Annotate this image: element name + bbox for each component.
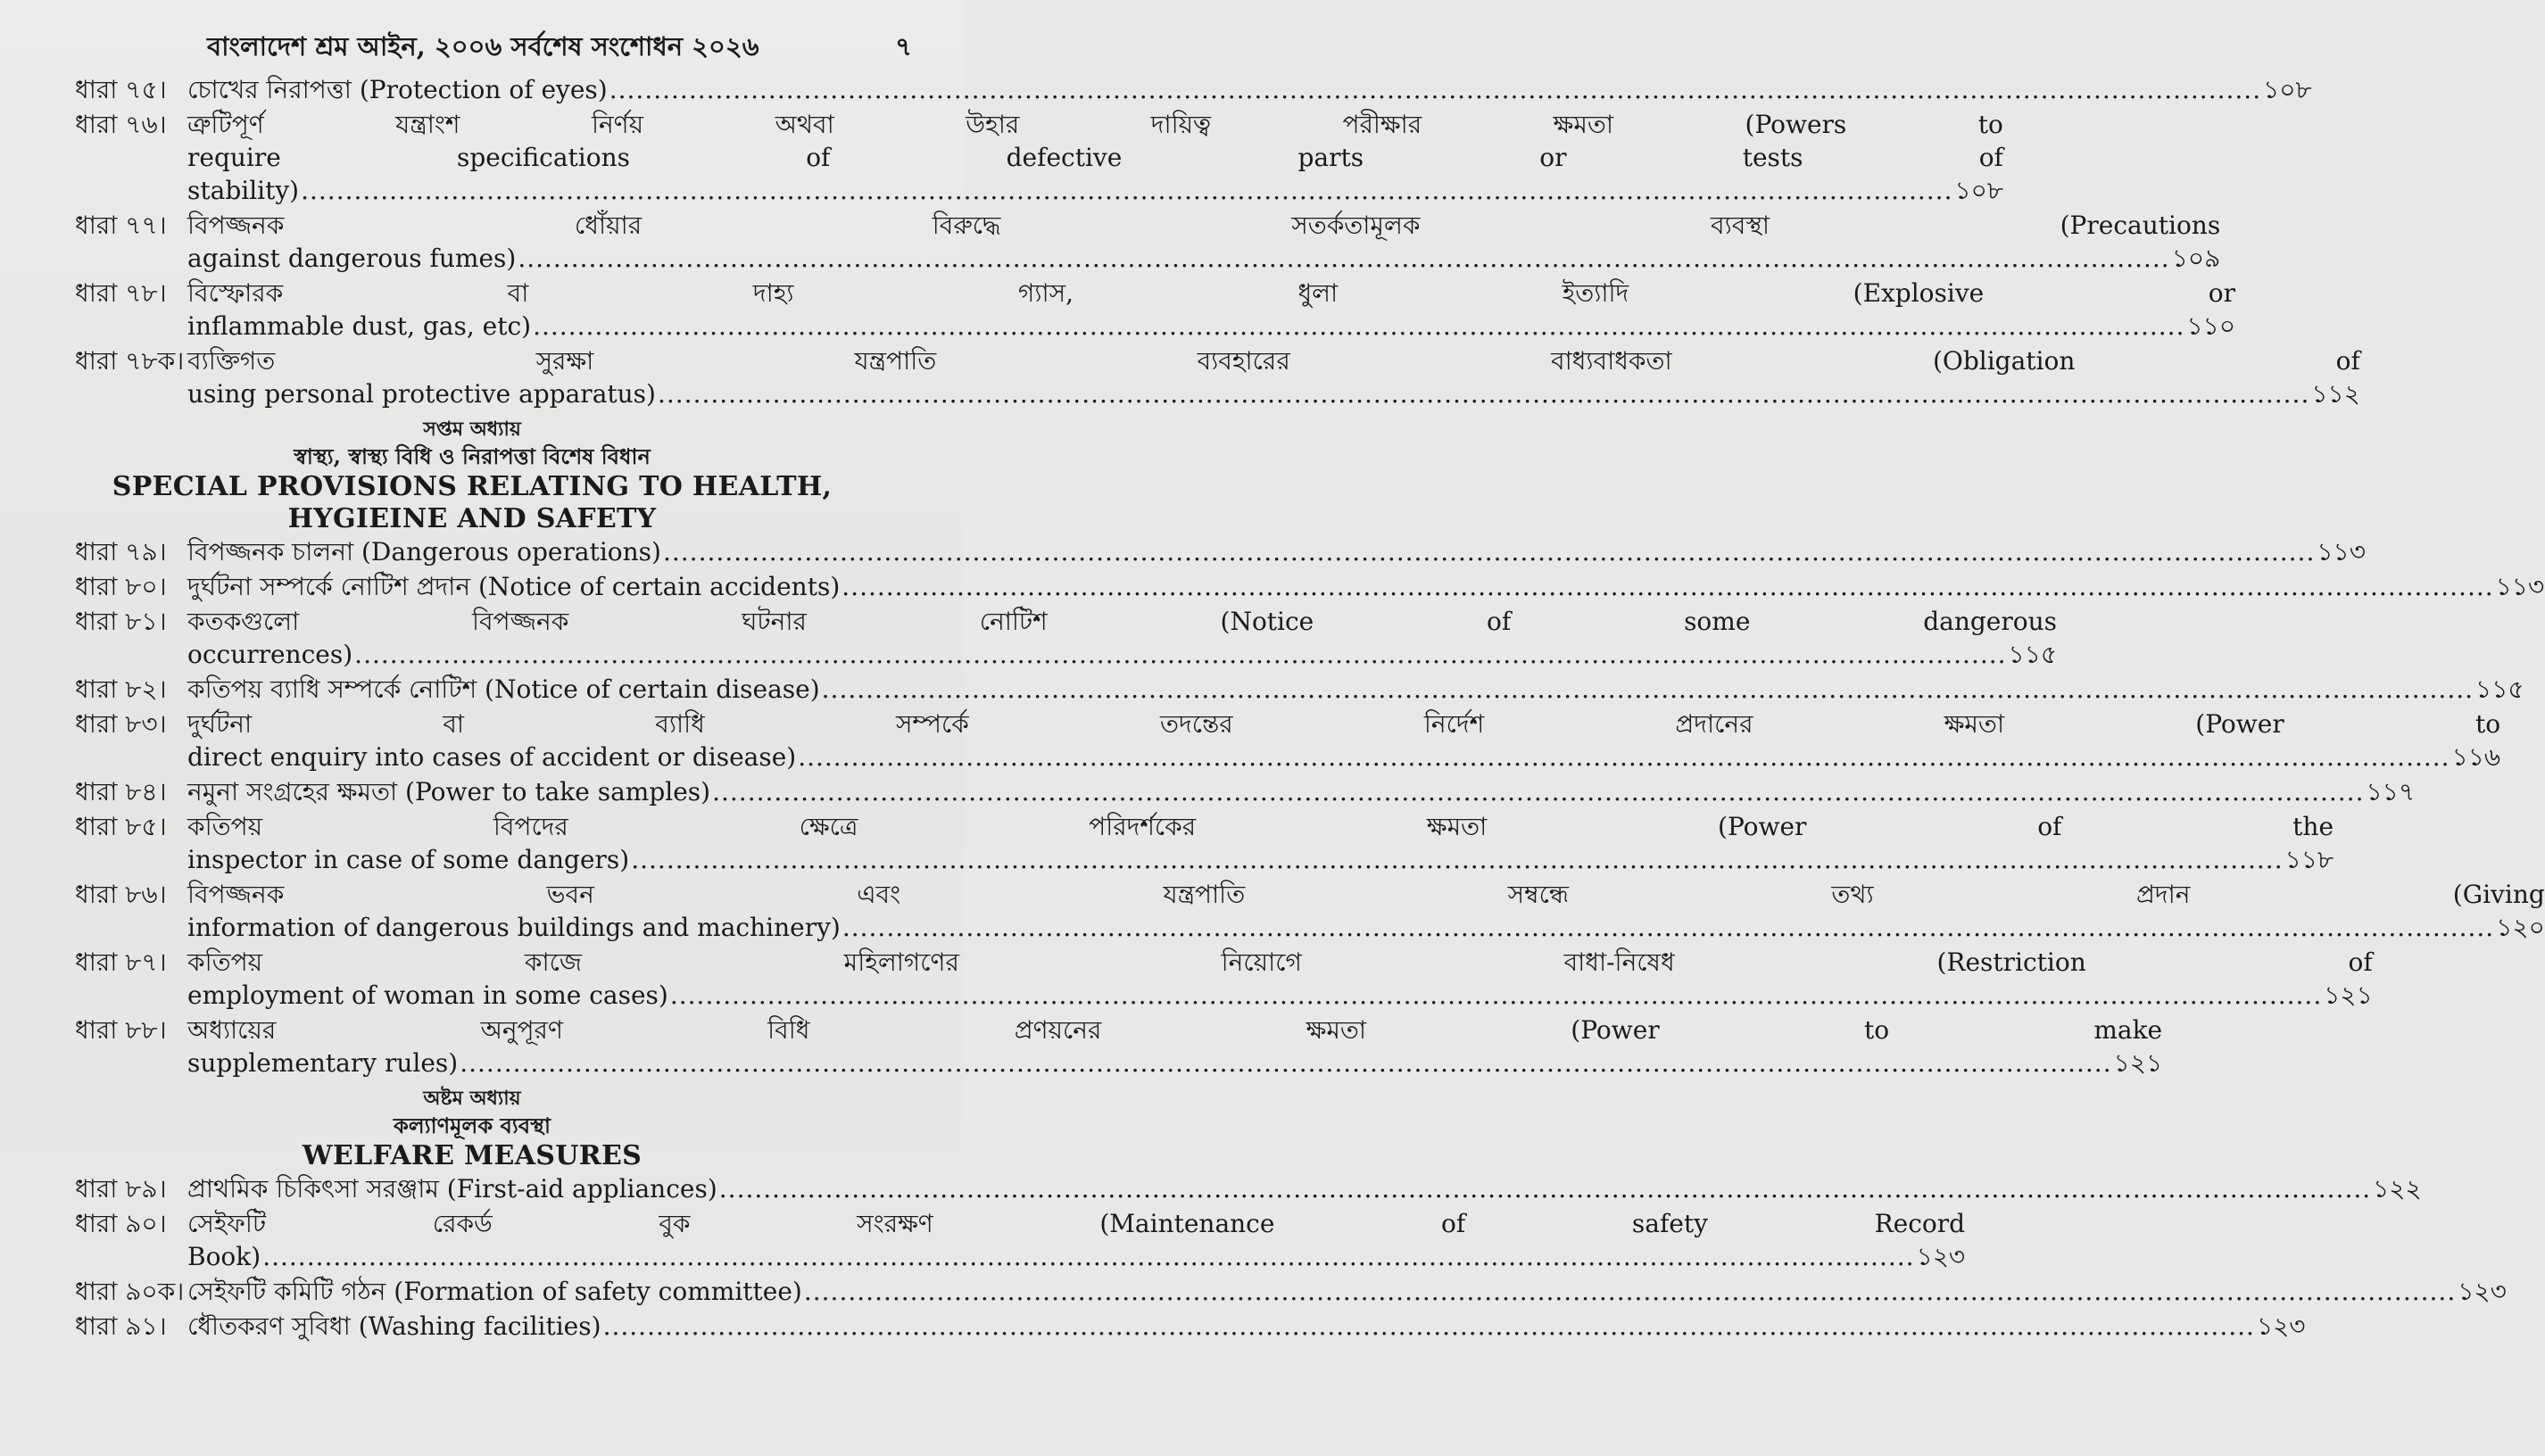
dot-leader bbox=[670, 979, 2322, 1012]
title-word: দুর্ঘটনা bbox=[187, 709, 253, 739]
section-title bbox=[187, 775, 2415, 808]
title-word: গ্যাস, bbox=[1018, 278, 1074, 308]
toc-entry bbox=[75, 535, 2366, 568]
page-number: ৭ bbox=[895, 31, 912, 62]
title-word: ধুলা bbox=[1297, 278, 1339, 308]
title-word: সতর্কতামূলক bbox=[1291, 211, 1421, 240]
title-text: দুর্ঘটনা সম্পর্কে নোটিশ প্রদান (Notice of certain accidents) bbox=[187, 572, 841, 601]
title-line bbox=[187, 979, 2373, 1012]
title-word: of bbox=[1441, 1209, 1466, 1238]
toc-group-ch7 bbox=[75, 535, 2545, 1080]
title-word: ঘটনার bbox=[742, 607, 807, 636]
title-word: মহিলাগণের bbox=[843, 947, 959, 977]
title-word: উহার bbox=[966, 110, 1020, 139]
page-ref: ১২৩ bbox=[2256, 1311, 2306, 1341]
toc-entry bbox=[75, 1310, 2306, 1343]
title-word: বিরুদ্ধে bbox=[932, 211, 1001, 240]
title-word: বাধ্যবাধকতা bbox=[1551, 346, 1672, 376]
section-title bbox=[187, 73, 2312, 106]
page-ref: ১২১ bbox=[2324, 980, 2373, 1010]
section-number: ধারা ৭৬। bbox=[75, 110, 167, 139]
chapter-7-heading bbox=[75, 416, 869, 535]
chapter-title-en: WELFARE MEASURES bbox=[302, 1140, 642, 1171]
dot-leader bbox=[822, 673, 2474, 706]
toc-entry bbox=[75, 277, 2236, 343]
toc-entry bbox=[75, 1275, 2507, 1308]
toc-entry bbox=[75, 108, 2004, 207]
title-word: (Powers bbox=[1745, 110, 1847, 139]
title-word: dangerous bbox=[1923, 607, 2057, 636]
dot-leader bbox=[804, 1275, 2456, 1308]
page-ref: ১২৩ bbox=[1916, 1242, 1966, 1271]
title-word: defective bbox=[1006, 143, 1123, 172]
title-word: (Power bbox=[1571, 1015, 1660, 1045]
title-text: direct enquiry into cases of accident or disease) bbox=[187, 742, 797, 772]
title-word: বা bbox=[443, 709, 465, 739]
chapter-title-en-cont: HYGIEINE AND SAFETY bbox=[287, 503, 657, 534]
title-line bbox=[187, 1207, 1965, 1240]
title-word: ক্ষমতা bbox=[1426, 812, 1488, 841]
title-word: বুক bbox=[659, 1209, 691, 1238]
title-word: ক্ষেত্রে bbox=[799, 812, 858, 841]
title-word: বিস্ফোরক bbox=[187, 278, 284, 308]
title-word: ব্যবহারের bbox=[1197, 346, 1290, 376]
toc-entry bbox=[75, 775, 2416, 808]
title-word: to bbox=[1863, 1015, 1890, 1045]
title-word: of bbox=[2037, 812, 2062, 841]
section-title bbox=[187, 108, 2003, 207]
title-line bbox=[187, 242, 2220, 275]
title-word: or bbox=[2208, 278, 2235, 308]
title-line bbox=[187, 707, 2500, 740]
toc-entry bbox=[75, 707, 2501, 774]
title-line bbox=[187, 638, 2057, 671]
title-word: of bbox=[1487, 607, 1512, 636]
section-title bbox=[187, 1310, 2306, 1343]
chapter-title-en: SPECIAL PROVISIONS RELATING TO HEALTH, bbox=[112, 471, 833, 502]
dot-leader bbox=[460, 1046, 2111, 1080]
title-line bbox=[187, 1275, 2507, 1308]
title-word: of bbox=[806, 143, 831, 172]
dot-leader bbox=[719, 1172, 2371, 1205]
dot-leader bbox=[354, 638, 2006, 671]
dot-leader bbox=[301, 174, 1952, 207]
title-word: বিপজ্জনক bbox=[472, 607, 569, 636]
title-line bbox=[187, 73, 2312, 106]
page-ref: ১১৫ bbox=[2475, 674, 2524, 704]
section-number: ধারা ৮৪। bbox=[75, 777, 167, 807]
title-word: নির্দেশ bbox=[1423, 709, 1485, 739]
title-word: of bbox=[1978, 143, 2003, 172]
chapter-title-bn: স্বাস্থ্য, স্বাস্থ্য বিধি ও নিরাপত্তা বিশেষ বিধান bbox=[294, 443, 651, 469]
dot-leader bbox=[603, 1310, 2255, 1343]
title-word: (Restriction bbox=[1936, 947, 2086, 977]
section-title bbox=[187, 1275, 2507, 1308]
title-text: Book) bbox=[187, 1242, 261, 1271]
title-line bbox=[187, 277, 2235, 310]
title-word: অনুপূরণ bbox=[480, 1015, 563, 1045]
title-word: অথবা bbox=[775, 110, 834, 139]
section-number: ধারা ৮৩। bbox=[75, 709, 167, 739]
section-title bbox=[187, 810, 2334, 876]
toc-entry bbox=[75, 344, 2360, 410]
title-word: সংরক্ষণ bbox=[857, 1209, 933, 1238]
title-word: তথ্য bbox=[1831, 880, 1874, 909]
dot-leader bbox=[842, 911, 2494, 944]
title-word: পরীক্ষার bbox=[1342, 110, 1422, 139]
page-ref: ১১৮ bbox=[2284, 845, 2334, 874]
dot-leader bbox=[658, 377, 2309, 410]
title-line bbox=[187, 1310, 2306, 1343]
title-word: specifications bbox=[457, 143, 631, 172]
section-number: ধারা ৮২। bbox=[75, 674, 167, 704]
section-number: ধারা ৮৫। bbox=[75, 812, 167, 841]
title-word: দায়িত্ব bbox=[1150, 110, 1212, 139]
title-word: of bbox=[2335, 346, 2360, 376]
section-title bbox=[187, 878, 2545, 944]
title-word: (Obligation bbox=[1932, 346, 2076, 376]
title-text: সেইফটি কমিটি গঠন (Formation of safety committee) bbox=[187, 1277, 802, 1306]
section-number: ধারা ৭৮। bbox=[75, 278, 167, 308]
title-word: এবং bbox=[857, 880, 901, 909]
title-line bbox=[187, 740, 2500, 774]
title-word: (Maintenance bbox=[1099, 1209, 1275, 1238]
toc-entry bbox=[75, 570, 2545, 603]
section-title bbox=[187, 1207, 1965, 1273]
title-text: occurrences) bbox=[187, 640, 353, 669]
title-word: সেইফটি bbox=[187, 1209, 267, 1238]
title-line bbox=[187, 605, 2057, 638]
page-ref: ১২১ bbox=[2113, 1048, 2163, 1078]
title-word: অধ্যায়ের bbox=[187, 1015, 277, 1045]
title-word: নিয়োগে bbox=[1221, 947, 1302, 977]
title-word: to bbox=[1977, 110, 2003, 139]
dot-leader bbox=[631, 843, 2283, 876]
title-word: তদন্তের bbox=[1160, 709, 1233, 739]
toc-entry bbox=[75, 1013, 2163, 1080]
title-word: কতকগুলো bbox=[187, 607, 300, 636]
title-line bbox=[187, 1240, 1965, 1273]
title-word: ক্ষমতা bbox=[1553, 110, 1614, 139]
title-word: to bbox=[2475, 709, 2501, 739]
title-word: দাহ্য bbox=[752, 278, 794, 308]
title-word: some bbox=[1684, 607, 1751, 636]
title-word: (Power bbox=[2195, 709, 2284, 739]
title-word: ক্ষমতা bbox=[1306, 1015, 1367, 1045]
title-word: বিপজ্জনক bbox=[187, 880, 285, 909]
title-text: inflammable dust, gas, etc) bbox=[187, 311, 532, 341]
section-title bbox=[187, 1172, 2422, 1205]
title-line bbox=[187, 344, 2360, 377]
title-line bbox=[187, 1172, 2422, 1205]
title-word: সুরক্ষা bbox=[535, 346, 594, 376]
title-text: প্রাথমিক চিকিৎসা সরঞ্জাম (First-aid appliances) bbox=[187, 1174, 717, 1204]
title-line bbox=[187, 673, 2524, 706]
title-word: ক্ষমতা bbox=[1944, 709, 2005, 739]
page-ref: ১১৫ bbox=[2008, 640, 2058, 669]
section-number: ধারা ৮৬। bbox=[75, 880, 167, 909]
title-line bbox=[187, 911, 2545, 944]
title-word: the bbox=[2292, 812, 2334, 841]
toc-group-ch6 bbox=[75, 73, 2360, 410]
title-word: tests bbox=[1742, 143, 1803, 172]
title-text: নমুনা সংগ্রহের ক্ষমতা (Power to take samples) bbox=[187, 777, 711, 807]
title-word: প্রদান bbox=[2135, 880, 2191, 909]
section-number: ধারা ৯০। bbox=[75, 1209, 167, 1238]
section-number: ধারা ৯১। bbox=[75, 1311, 167, 1341]
title-text: using personal protective apparatus) bbox=[187, 379, 656, 409]
page-ref: ১১৬ bbox=[2451, 742, 2501, 772]
section-title bbox=[187, 570, 2544, 603]
table-of-contents bbox=[75, 73, 2545, 1344]
title-word: নোটিশ bbox=[979, 607, 1048, 636]
section-title bbox=[187, 1013, 2162, 1080]
title-word: যন্ত্রপাতি bbox=[854, 346, 937, 376]
title-word: ব্যক্তিগত bbox=[187, 346, 276, 376]
running-header bbox=[0, 27, 964, 62]
dot-leader bbox=[663, 535, 2315, 568]
section-title bbox=[187, 707, 2500, 774]
page-ref: ১১৭ bbox=[2366, 777, 2416, 807]
title-line bbox=[187, 775, 2415, 808]
book-title: বাংলাদেশ শ্রম আইন, ২০০৬ সর্বশেষ সংশোধন ২০২৬ bbox=[207, 31, 759, 62]
title-word: ধোঁয়ার bbox=[574, 211, 642, 240]
title-line bbox=[187, 377, 2360, 410]
title-word: or bbox=[1539, 143, 1567, 172]
chapter-8-heading bbox=[75, 1085, 869, 1172]
section-number: ধারা ৮১। bbox=[75, 607, 167, 636]
page-ref: ১০৮ bbox=[2263, 75, 2312, 104]
title-word: of bbox=[2348, 947, 2373, 977]
title-word: কতিপয় bbox=[187, 812, 263, 841]
title-word: পরিদর্শকের bbox=[1089, 812, 1197, 841]
title-line bbox=[187, 535, 2366, 568]
toc-entry bbox=[75, 605, 2058, 671]
toc-entry bbox=[75, 946, 2373, 1012]
title-word: বিধি bbox=[767, 1015, 810, 1045]
toc-group-ch8 bbox=[75, 1172, 2507, 1343]
section-number: ধারা ৭৯। bbox=[75, 537, 167, 567]
dot-leader bbox=[798, 740, 2450, 774]
dot-leader bbox=[712, 775, 2364, 808]
section-number: ধারা ৮৯। bbox=[75, 1174, 167, 1204]
title-line bbox=[187, 174, 2003, 207]
title-word: সম্বন্ধে bbox=[1507, 880, 1569, 909]
title-word: প্রদানের bbox=[1675, 709, 1753, 739]
title-text: ধৌতকরণ সুবিধা (Washing facilities) bbox=[187, 1311, 601, 1341]
section-number: ধারা ৭৭। bbox=[75, 211, 167, 240]
section-number: ধারা ৮৮। bbox=[75, 1015, 167, 1045]
dot-leader bbox=[609, 73, 2261, 106]
toc-entry bbox=[75, 209, 2221, 275]
title-line bbox=[187, 310, 2235, 343]
toc-entry bbox=[75, 73, 2312, 106]
page-ref: ১০৮ bbox=[1954, 176, 2004, 205]
section-number: ধারা ৮০। bbox=[75, 572, 167, 601]
title-word: (Power bbox=[1718, 812, 1807, 841]
title-word: যন্ত্রাংশ bbox=[395, 110, 460, 139]
title-word: (Precautions bbox=[2060, 211, 2221, 240]
title-word: parts bbox=[1297, 143, 1364, 172]
title-line bbox=[187, 878, 2545, 911]
toc-entry bbox=[75, 673, 2524, 706]
title-line bbox=[187, 141, 2003, 174]
section-title bbox=[187, 344, 2360, 410]
page-ref: ১২৩ bbox=[2458, 1277, 2507, 1306]
page-ref: ১১০ bbox=[2186, 311, 2236, 341]
title-word: (Explosive bbox=[1853, 278, 1985, 308]
chapter-label: অষ্টম অধ্যায় bbox=[423, 1087, 521, 1110]
page-ref: ১১৩ bbox=[2317, 537, 2366, 567]
title-text: চোখের নিরাপত্তা (Protection of eyes) bbox=[187, 75, 608, 104]
title-text: employment of woman in some cases) bbox=[187, 980, 668, 1010]
section-title bbox=[187, 946, 2373, 1012]
title-text: inspector in case of some dangers) bbox=[187, 845, 630, 874]
title-word: কাজে bbox=[524, 947, 582, 977]
title-line bbox=[187, 1013, 2162, 1046]
title-word: safety bbox=[1631, 1209, 1708, 1238]
title-line bbox=[187, 1046, 2162, 1080]
section-title bbox=[187, 535, 2366, 568]
dot-leader bbox=[262, 1240, 1914, 1273]
section-number: ধারা ৭৮ক। bbox=[75, 346, 185, 376]
section-number: ধারা ৭৫। bbox=[75, 75, 167, 104]
title-word: সম্পর্কে bbox=[896, 709, 969, 739]
section-title bbox=[187, 605, 2057, 671]
toc-entry bbox=[75, 878, 2545, 944]
title-text: supplementary rules) bbox=[187, 1048, 459, 1078]
title-word: Record bbox=[1874, 1209, 1966, 1238]
title-word: প্রণয়নের bbox=[1014, 1015, 1102, 1045]
title-line bbox=[187, 209, 2220, 242]
title-word: (Giving bbox=[2452, 880, 2545, 909]
dot-leader bbox=[841, 570, 2493, 603]
page-ref: ১১৩ bbox=[2495, 572, 2545, 601]
section-title bbox=[187, 277, 2235, 343]
title-word: বিপদের bbox=[493, 812, 568, 841]
title-word: বিপজ্জনক bbox=[187, 211, 285, 240]
title-word: ইত্যাদি bbox=[1562, 278, 1629, 308]
title-word: (Notice bbox=[1220, 607, 1314, 636]
section-number: ধারা ৯০ক। bbox=[75, 1277, 185, 1306]
title-word: রেকর্ড bbox=[432, 1209, 493, 1238]
page-ref: ১১২ bbox=[2311, 379, 2360, 409]
page-ref: ১২২ bbox=[2373, 1174, 2422, 1204]
title-word: বা bbox=[507, 278, 529, 308]
title-word: নির্ণয় bbox=[591, 110, 644, 139]
toc-entry bbox=[75, 1172, 2422, 1205]
page-ref: ১০৯ bbox=[2171, 244, 2221, 273]
title-word: কতিপয় bbox=[187, 947, 263, 977]
title-word: বাধা-নিষেধ bbox=[1563, 947, 1675, 977]
title-line bbox=[187, 843, 2334, 876]
title-line bbox=[187, 810, 2334, 843]
title-line bbox=[187, 108, 2003, 141]
title-text: বিপজ্জনক চালনা (Dangerous operations) bbox=[187, 537, 661, 567]
title-text: কতিপয় ব্যাধি সম্পর্কে নোটিশ (Notice of certain disease) bbox=[187, 674, 820, 704]
title-text: stability) bbox=[187, 176, 300, 205]
dot-leader bbox=[518, 242, 2169, 275]
chapter-label: সপ্তম অধ্যায় bbox=[423, 418, 521, 441]
toc-entry bbox=[75, 1207, 1966, 1273]
title-word: ব্যাধি bbox=[655, 709, 705, 739]
section-title bbox=[187, 673, 2524, 706]
chapter-title-bn: কল্যাণমূলক ব্যবস্থা bbox=[394, 1113, 551, 1138]
title-word: ব্যবস্থা bbox=[1711, 211, 1770, 240]
title-line bbox=[187, 570, 2544, 603]
toc-entry bbox=[75, 810, 2334, 876]
title-line bbox=[187, 946, 2373, 979]
section-number: ধারা ৮৭। bbox=[75, 947, 167, 977]
title-word: ভবন bbox=[546, 880, 594, 909]
title-word: make bbox=[2093, 1015, 2163, 1045]
title-word: ত্রুটিপূর্ণ bbox=[187, 110, 264, 139]
page-ref: ১২০ bbox=[2496, 913, 2545, 942]
title-text: information of dangerous buildings and machinery) bbox=[187, 913, 841, 942]
title-word: যন্ত্রপাতি bbox=[1163, 880, 1246, 909]
title-text: against dangerous fumes) bbox=[187, 244, 517, 273]
dot-leader bbox=[533, 310, 2184, 343]
section-title bbox=[187, 209, 2220, 275]
title-word: require bbox=[187, 143, 281, 172]
